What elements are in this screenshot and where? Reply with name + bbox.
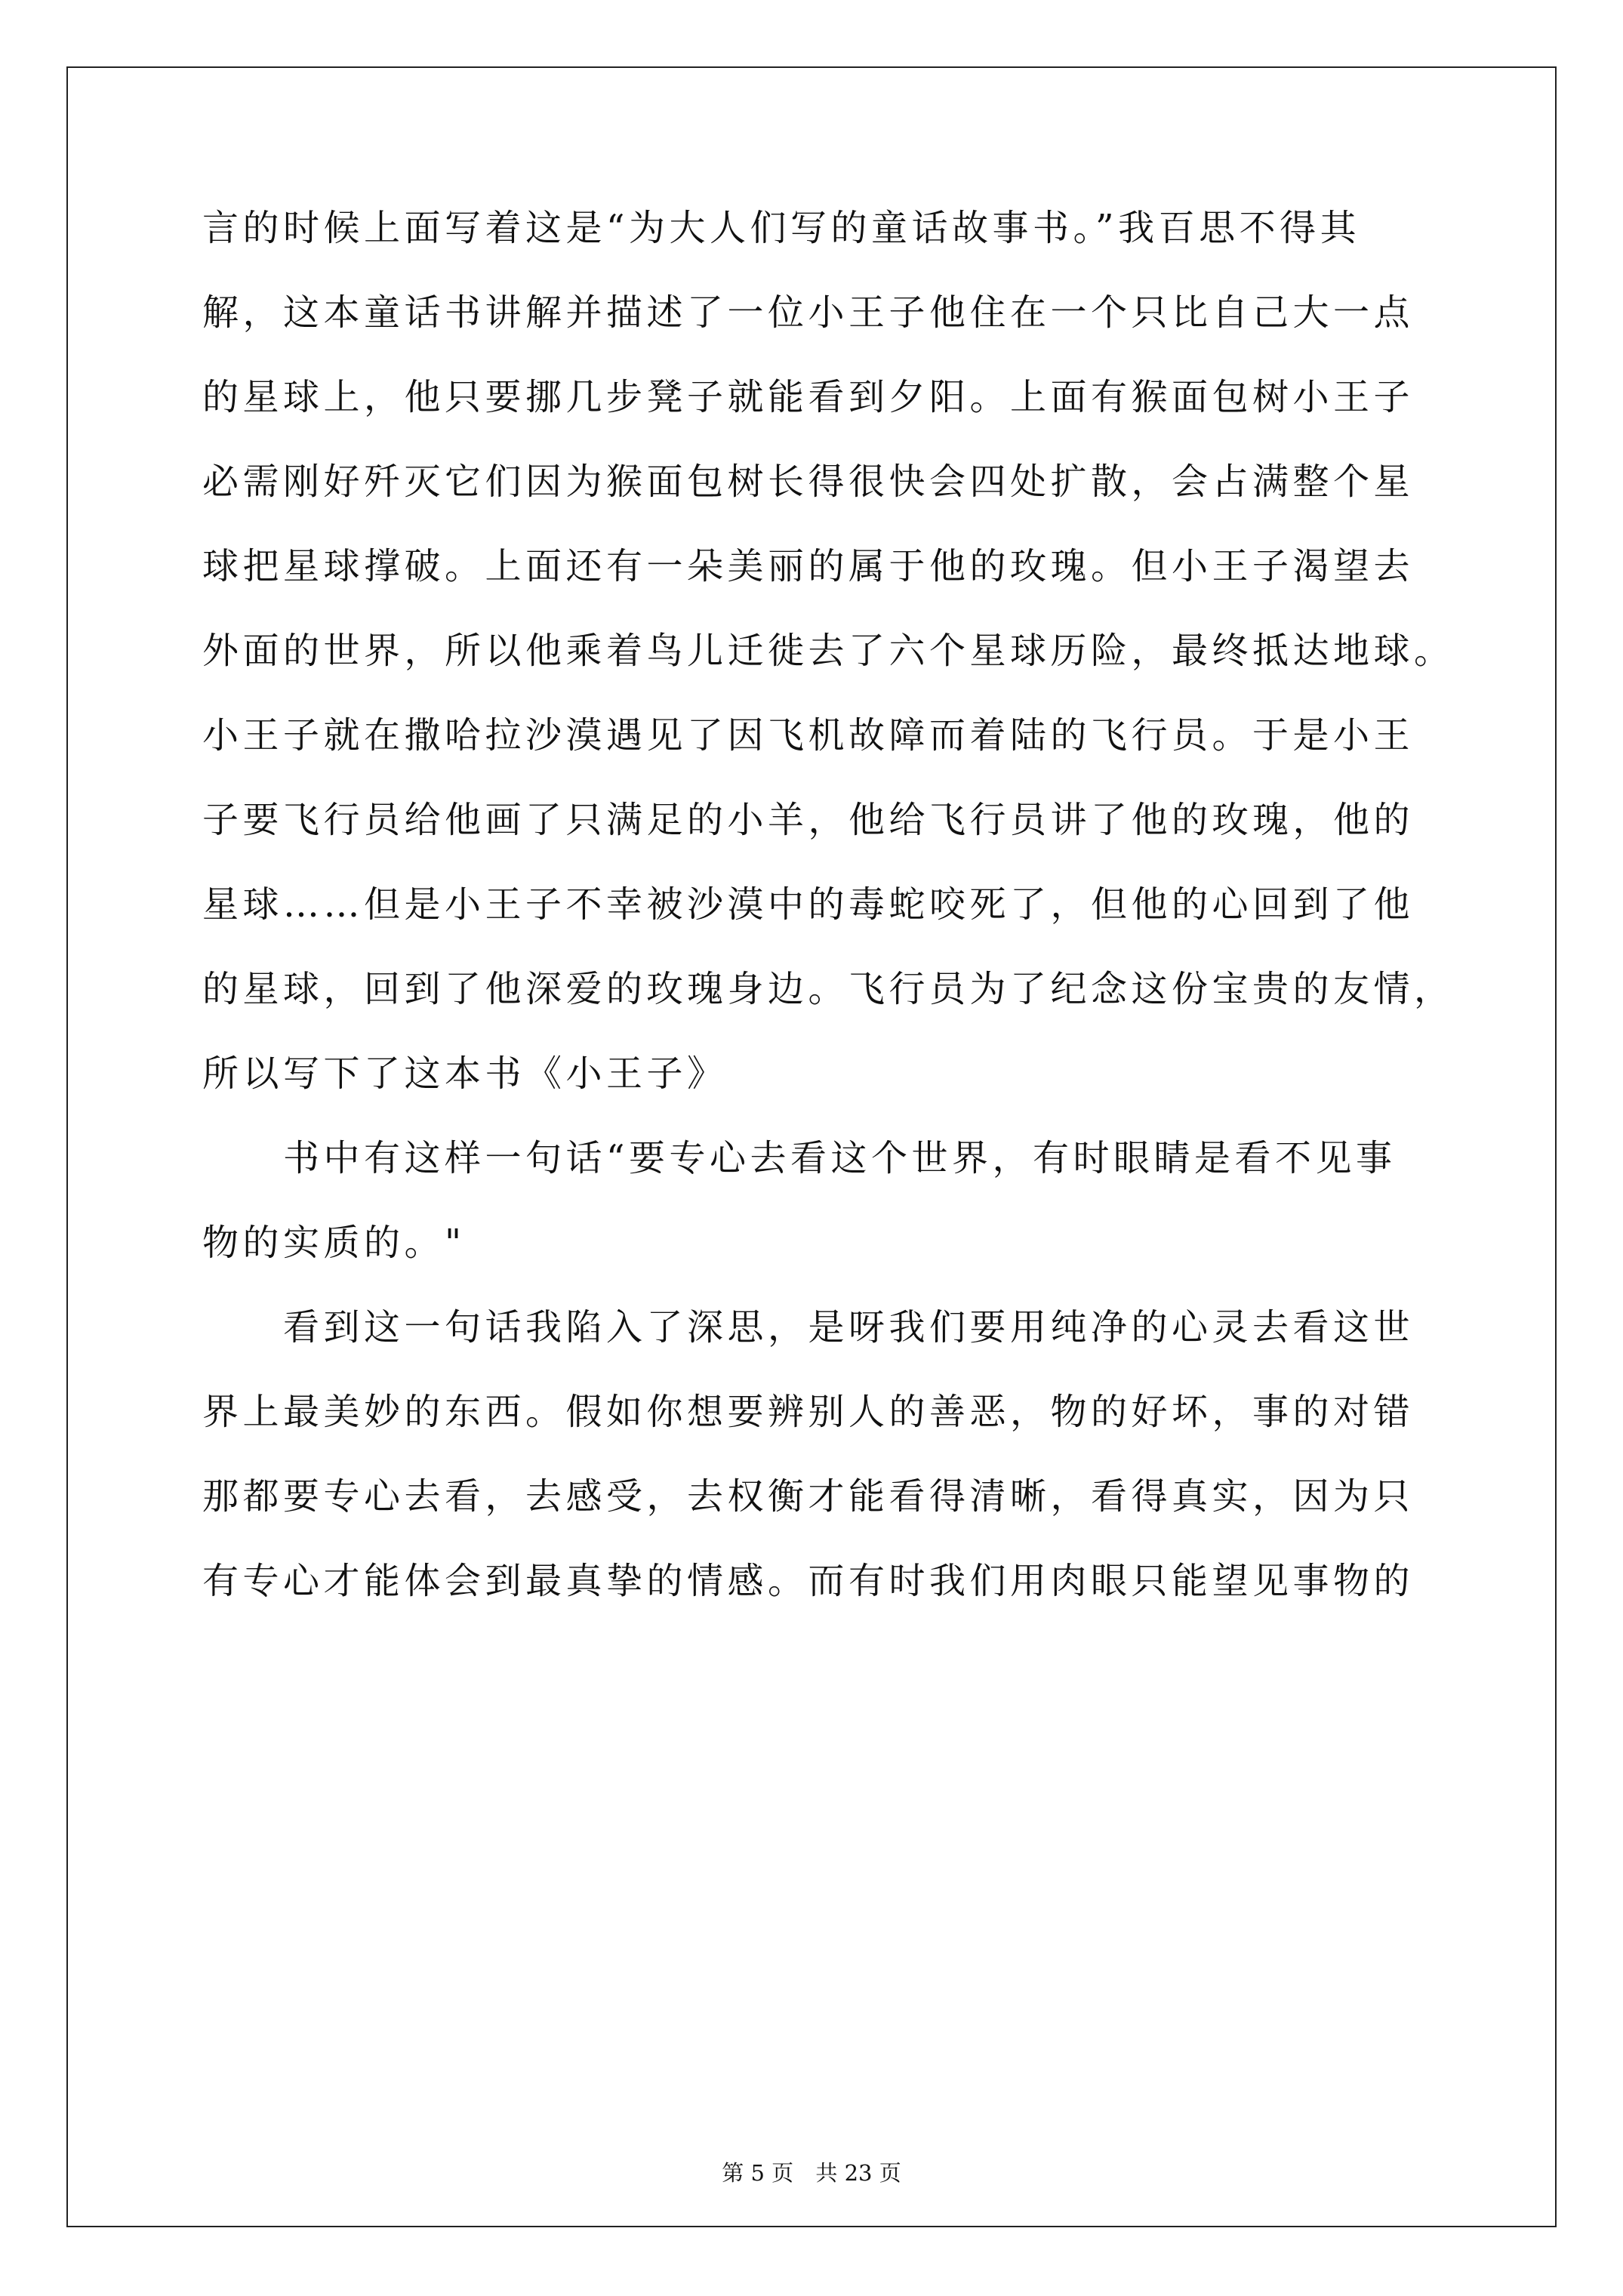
text-line: 物的实质的。" xyxy=(202,1222,466,1264)
text-line: 言的时候上面写着这是“为大人们写的童话故事书。”我百思不得其 xyxy=(202,207,1361,249)
page-total: 共 23 页 xyxy=(815,2160,901,2186)
text-line: 解，这本童话书讲解并描述了一位小王子他住在一个只比自己大一点 xyxy=(202,291,1415,334)
text-line: 有专心才能体会到最真挚的情感。而有时我们用肉眼只能望见事物的 xyxy=(202,1560,1415,1602)
text-line: 那都要专心去看，去感受，去权衡才能看得清晰，看得真实，因为只 xyxy=(202,1475,1415,1518)
text-line: 球把星球撑破。上面还有一朵美丽的属于他的玫瑰。但小王子渴望去 xyxy=(202,545,1415,587)
text-line: 的星球，回到了他深爱的玫瑰身边。飞行员为了纪念这份宝贵的友情， xyxy=(202,968,1455,1010)
text-line: 外面的世界，所以他乘着鸟儿迁徙去了六个星球历险，最终抵达地球。 xyxy=(202,630,1455,672)
text-line: 必需刚好歼灭它们因为猴面包树长得很快会四处扩散，会占满整个星 xyxy=(202,461,1415,503)
text-line: 的星球上，他只要挪几步凳子就能看到夕阳。上面有猴面包树小王子 xyxy=(202,376,1415,418)
text-line: 所以写下了这本书《小王子》 xyxy=(202,1052,728,1095)
text-line: 界上最美妙的东西。假如你想要辨别人的善恶，物的好坏，事的对错 xyxy=(202,1391,1415,1433)
page-footer xyxy=(0,2158,1623,2188)
text-line: 子要飞行员给他画了只满足的小羊，他给飞行员讲了他的玫瑰，他的 xyxy=(202,799,1415,841)
text-line: 星球……但是小王子不幸被沙漠中的毒蛇咬死了，但他的心回到了他 xyxy=(202,883,1415,926)
text-line: 小王子就在撒哈拉沙漠遇见了因飞机故障而着陆的飞行员。于是小王 xyxy=(202,714,1415,757)
page-number: 第 5 页 xyxy=(722,2160,794,2186)
paragraph-first-line: 看到这一句话我陷入了深思，是呀我们要用纯净的心灵去看这世 xyxy=(202,1306,1415,1348)
document-body xyxy=(202,186,1455,1623)
paragraph-first-line: 书中有这样一句话“要专心去看这个世界，有时眼睛是看不见事 xyxy=(202,1137,1397,1179)
